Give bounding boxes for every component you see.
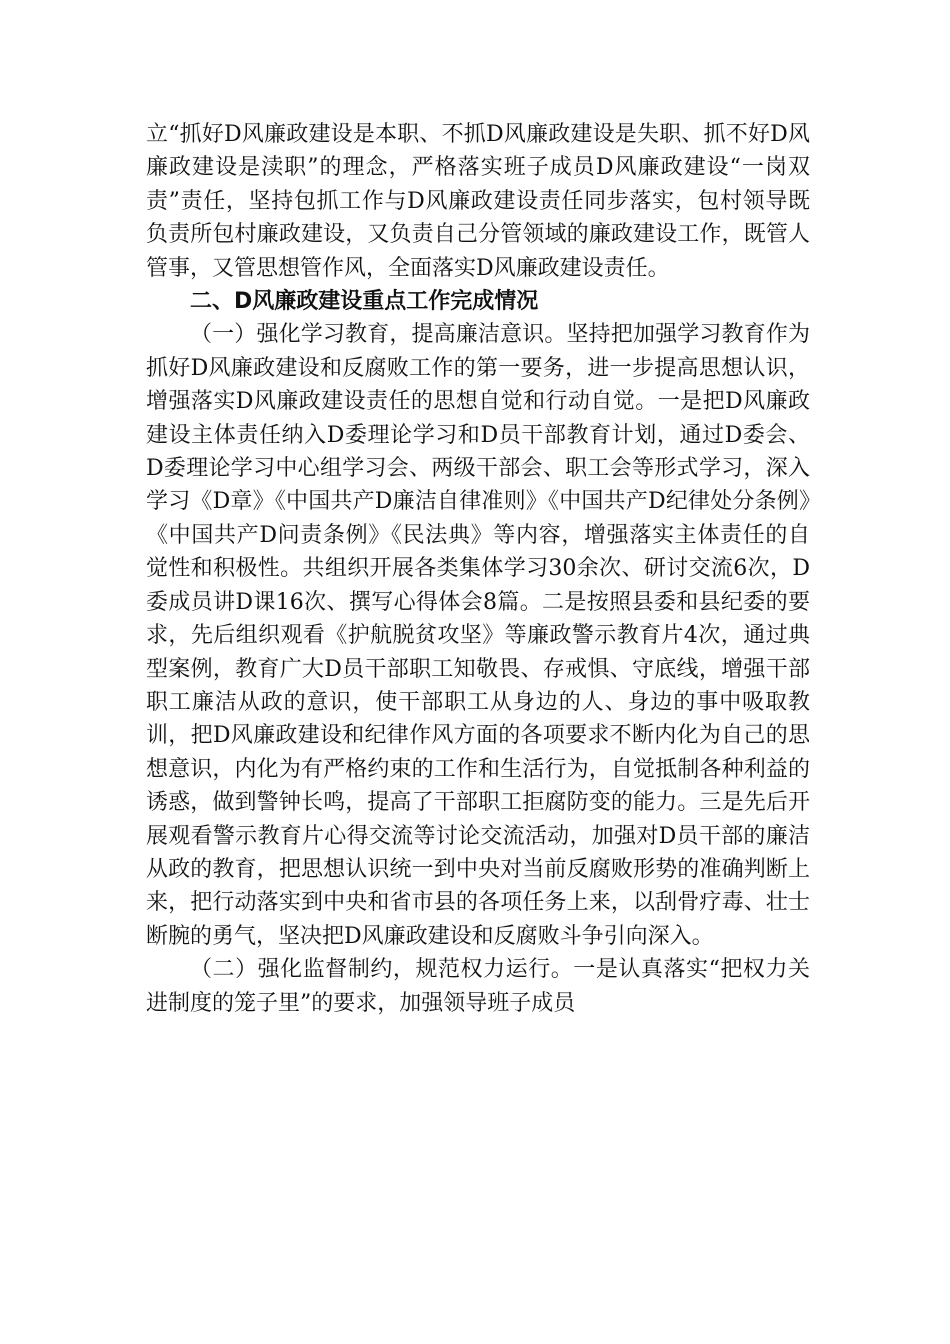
paragraph-supervision: （二）强化监督制约，规范权力运行。一是认真落实“把权力关进制度的笼子里”的要求，加强领导班子成员 [146,957,810,1016]
paragraph-continued: 立“抓好D风廉政建设是本职、不抓D风廉政建设是失职、抓不好D风廉政建设是渎职”的理念，严格落实班子成员D风廉政建设“一岗双责”责任，坚持包抓工作与D风廉政建设责任同步落实，包村领导既负责所包村廉政建设，又负责自己分管领域的廉政建设工作，既管人管事，又管思想管作风，全面落实D风廉政建设责任。 [146,122,810,281]
section-heading: 二、D风廉政建设重点工作完成情况 [190,289,539,315]
paragraph-study-education: （一）强化学习教育，提高廉洁意识。坚持把加强学习教育作为抓好D风廉政建设和反腐败工作的第一要务，进一步提高思想认识，增强落实D风廉政建设责任的思想自觉和行动自觉。一是把D风廉政建设主体责任纳入D委理论学习和D员干部教育计划，通过D委会、D委理论学习中心组学习会、两级干部会、职工会等形式学习，深入学习《D章》《中国共产D廉洁自律准则》《中国共产D纪律处分条例》《中国共产D问责条例》《民法典》等内容，增强落实主体责任的自觉性和积极性。共组织开展各类集体学习30余次、研讨交流6次，D委成员讲D课16次、撰写心得体会8篇。二是按照县委和县纪委的要求，先后组织观看《护航脱贫攻坚》等廉政警示教育片4次，通过典型案例，教育广大D员干部职工知敬畏、存戒惧、守底线，增强干部职工廉洁从政的意识，使干部职工从身边的人、身边的事中吸取教训，把D风廉政建设和纪律作风方面的各项要求不断内化为自己的思想意识，内化为有严格约束的工作和生活行为，自觉抵制各种利益的诱惑，做到警钟长鸣，提高了干部职工拒腐防变的能力。三是先后开展观看警示教育片心得交流等讨论交流活动，加强对D员干部的廉洁从政的教育，把思想认识统一到中央对当前反腐败形势的准确判断上来，把行动落实到中央和省市县的各项任务上来，以刮骨疗毒、壮士断腕的勇气，坚决把D风廉政建设和反腐败斗争引向深入。 [146,322,810,949]
document-body [146,118,810,1020]
